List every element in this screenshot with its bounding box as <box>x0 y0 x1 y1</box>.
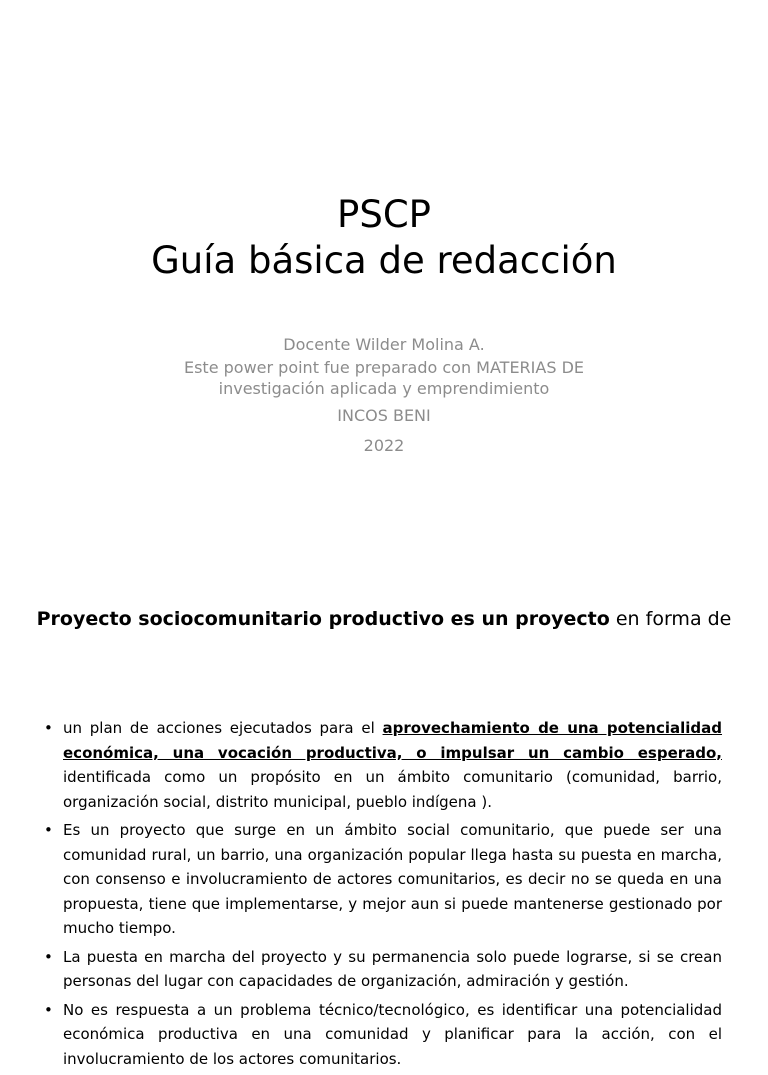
bullet-icon: • <box>44 947 53 966</box>
bullet-text: Es un proyecto que surge en un ámbito social comunitario, que puede ser una comunidad rural, un barrio, una organización popular llega hasta su puesta en marcha, con consenso e involucramiento de actores comunitarios, es decir no se queda en una propuesta, tiene que implementarse, y mejor aun si puede mantenerse gestionado por mucho tiempo. <box>63 821 722 937</box>
bullet-icon: • <box>44 1000 53 1019</box>
heading-normal-text: en forma de <box>609 608 732 630</box>
list-item <box>44 945 722 994</box>
list-item <box>44 818 722 941</box>
subtitle-prepared-line1: Este power point fue preparado con MATERIAS DE <box>183 358 585 377</box>
content-slide <box>0 576 768 1068</box>
subtitle-year: 2022 <box>363 436 405 455</box>
title-line-acronym: PSCP <box>337 193 431 236</box>
bullet-icon: • <box>44 719 53 737</box>
bullet-text-continued: identificada como un propósito en un ámbito comunitario (comunidad, barrio, organización social, distrito municipal, pueblo indígena ). <box>63 768 722 811</box>
title-line-guide: Guía básica de redacción <box>151 239 617 282</box>
heading-bold-text: Proyecto sociocomunitario productivo es un proyecto <box>36 608 610 630</box>
bullet-text: No es respuesta a un problema técnico/tecnológico, es identificar una potencialidad económica productiva en una comunidad y planificar para la acción, con el involucramiento de los actores comunitarios. <box>63 1000 722 1068</box>
bullet-icon: • <box>44 821 53 839</box>
list-item <box>44 998 722 1072</box>
list-item <box>44 716 722 814</box>
slide-subtitle <box>0 333 768 458</box>
bullet-list <box>44 716 722 1075</box>
slide-title <box>0 192 768 284</box>
bullet-text: La puesta en marcha del proyecto y su permanencia solo puede lograrse, si se crean personas del lugar con capacidades de organización, admiración y gestión. <box>63 947 722 990</box>
slide-heading <box>30 604 738 635</box>
subtitle-prepared-line2: investigación aplicada y emprendimiento <box>218 379 550 398</box>
bullet-text: un plan de acciones ejecutados para el <box>63 719 383 737</box>
subtitle-teacher: Docente Wilder Molina A. <box>283 335 485 354</box>
subtitle-institution: INCOS BENI <box>337 406 431 425</box>
bullet-highlight-text: aprovechamiento de una potencialidad económica, una vocación productiva, o impulsar un cambio esperado, <box>63 719 723 762</box>
